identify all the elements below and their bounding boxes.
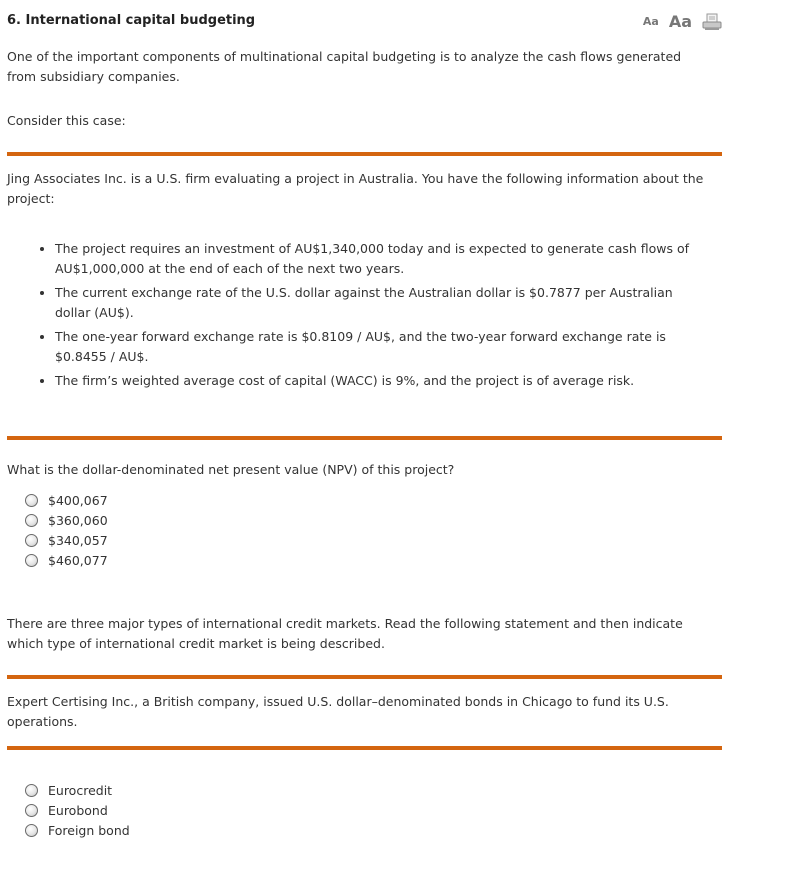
section-divider (7, 436, 722, 440)
page-title: 6. International capital budgeting (7, 13, 256, 28)
npv-option-3[interactable]: $340,057 (25, 530, 108, 550)
question-header (7, 13, 722, 33)
toolbar (643, 12, 722, 31)
case-description: Jing Associates Inc. is a U.S. firm evaluating a project in Australia. You have the following information about the project: (7, 171, 704, 206)
consider-label: Consider this case: (7, 113, 126, 128)
radio-button[interactable] (25, 824, 38, 837)
radio-button[interactable] (25, 494, 38, 507)
printer-icon[interactable] (702, 13, 722, 31)
list-item: The firm’s weighted average cost of capital (WACC) is 9%, and the project is of average risk. (7, 371, 695, 391)
question-npv: What is the dollar-denominated net present value (NPV) of this project? (7, 462, 455, 477)
intro-text: One of the important components of multinational capital budgeting is to analyze the cash flows generated from subsidiary companies. (7, 49, 682, 84)
section-divider (7, 746, 722, 750)
credit-markets-intro: There are three major types of international credit markets. Read the following statement and then indicate which type of international credit market is being described. (7, 616, 683, 651)
credit-option-foreign-bond[interactable]: Foreign bond (25, 820, 130, 840)
font-size-small-button[interactable]: Aa (642, 15, 659, 28)
radio-button[interactable] (25, 554, 38, 567)
case-details-list (7, 239, 722, 395)
list-item: The current exchange rate of the U.S. dollar against the Australian dollar is $0.7877 per Australian dollar (AU$). (7, 283, 695, 323)
credit-market-options (25, 780, 130, 840)
npv-option-2[interactable]: $360,060 (25, 510, 108, 530)
npv-option-4[interactable]: $460,077 (25, 550, 108, 570)
font-size-large-button[interactable]: Aa (668, 12, 692, 31)
radio-button[interactable] (25, 514, 38, 527)
credit-option-eurobond[interactable]: Eurobond (25, 800, 130, 820)
list-item: The one-year forward exchange rate is $0.8109 / AU$, and the two-year forward exchange rate is $0.8455 / AU$. (7, 327, 695, 367)
section-divider (7, 152, 722, 156)
credit-option-eurocredit[interactable]: Eurocredit (25, 780, 130, 800)
credit-statement: Expert Certising Inc., a British company, issued U.S. dollar–denominated bonds in Chicago to fund its U.S. operations. (7, 694, 669, 729)
list-item: The project requires an investment of AU$1,340,000 today and is expected to generate cash flows of AU$1,000,000 at the end of each of the next two years. (7, 239, 695, 279)
radio-button[interactable] (25, 784, 38, 797)
radio-button[interactable] (25, 804, 38, 817)
radio-button[interactable] (25, 534, 38, 547)
section-divider (7, 675, 722, 679)
npv-options (25, 490, 108, 570)
npv-option-1[interactable]: $400,067 (25, 490, 108, 510)
